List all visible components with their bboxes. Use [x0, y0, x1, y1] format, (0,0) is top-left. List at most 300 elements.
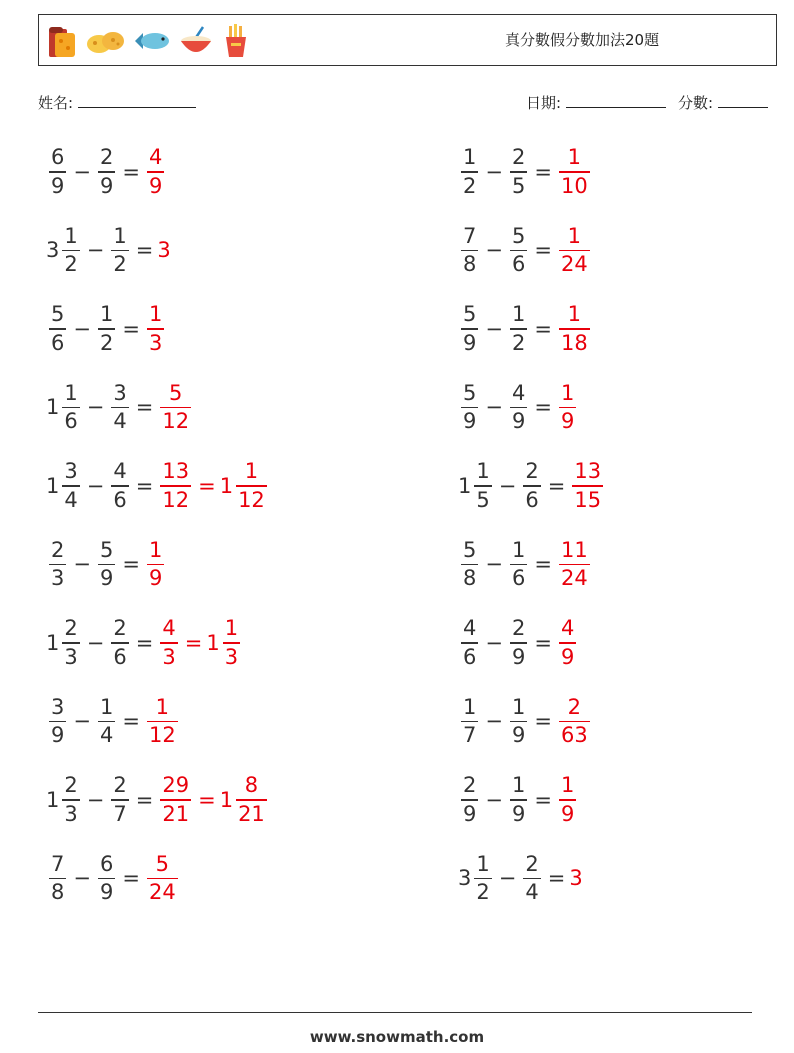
operand-a-numerator: 1 [463, 145, 477, 169]
answer-value-denominator: 15 [574, 487, 602, 512]
header-box [38, 14, 777, 66]
answer-value-numerator: 11 [560, 537, 588, 562]
operand-a [46, 458, 83, 514]
operand-a-denominator: 9 [463, 801, 477, 826]
operand-a-denominator: 9 [463, 330, 477, 355]
problem-item [458, 223, 593, 279]
operand-b-denominator: 6 [113, 487, 127, 512]
answer-mixed-fraction [236, 458, 267, 514]
operand-a-denominator: 7 [463, 723, 477, 747]
equals-sign: = [534, 159, 552, 184]
operand-b-fraction [510, 615, 527, 671]
answer [157, 238, 170, 262]
operand-b-denominator: 4 [99, 723, 114, 747]
answer-value-whole: 3 [157, 238, 171, 263]
answer-value [157, 380, 194, 436]
date-field [526, 92, 666, 113]
operand-a-numerator: 5 [51, 302, 65, 326]
answer-value-denominator: 24 [560, 252, 588, 276]
minus-sign: − [86, 630, 105, 655]
problem-item [46, 380, 194, 436]
operand-a-numerator: 2 [64, 773, 78, 797]
answer-value-numerator: 5 [155, 851, 170, 876]
answer-value [556, 301, 593, 357]
operand-a [46, 615, 83, 671]
operand-b-fraction [523, 851, 540, 907]
answer-value [569, 458, 606, 514]
minus-sign: − [485, 787, 503, 812]
operand-a [46, 380, 83, 436]
operand-b-denominator: 7 [113, 801, 127, 826]
operand-b-numerator: 1 [99, 694, 114, 719]
answer-value-numerator: 1 [148, 537, 163, 562]
operand-b-denominator: 9 [511, 723, 526, 747]
answer [556, 694, 593, 750]
operand-b [507, 144, 530, 200]
operand-b-numerator: 2 [525, 851, 539, 876]
answer-value-numerator: 1 [560, 380, 575, 405]
operand-b-fraction [510, 537, 527, 593]
date-blank[interactable] [566, 93, 666, 108]
answer-value-numerator: 1 [567, 223, 582, 248]
equals-sign: = [122, 866, 140, 891]
operand-a-fraction [49, 694, 66, 750]
operand-b-denominator: 9 [511, 409, 526, 433]
operand-b-denominator: 5 [511, 173, 526, 198]
equals-sign: = [135, 787, 154, 812]
operand-b-numerator: 3 [113, 380, 127, 405]
operand-b [108, 458, 131, 514]
answer-value-denominator: 21 [162, 801, 190, 826]
operand-b-fraction [510, 301, 527, 357]
answer-value-denominator: 9 [560, 644, 575, 669]
operand-a [46, 144, 69, 200]
answer-value-fraction [160, 380, 191, 436]
answer-value-numerator: 4 [560, 616, 575, 640]
operand-b-numerator: 2 [99, 145, 114, 169]
operand-b [507, 380, 530, 436]
problem-item [46, 301, 167, 357]
answer-value-denominator: 9 [148, 566, 163, 590]
answer-value-numerator: 13 [574, 459, 602, 483]
operand-a-fraction [49, 851, 66, 907]
operand-a-denominator: 9 [51, 723, 65, 747]
footer-divider [38, 1012, 752, 1013]
operand-a-numerator: 1 [64, 380, 78, 405]
answer-value-fraction [559, 301, 590, 357]
operand-b-denominator: 9 [99, 880, 114, 904]
name-field [38, 92, 196, 113]
answer-value-fraction [559, 380, 576, 436]
answer-value-fraction [559, 615, 576, 671]
equals-sign: = [534, 395, 552, 420]
answer-value-numerator: 4 [148, 145, 163, 169]
problem-item [46, 144, 167, 200]
operand-b [507, 772, 530, 828]
answer-mixed-whole: 1 [219, 473, 234, 498]
operand-b-fraction [111, 223, 128, 279]
operand-b-fraction [111, 380, 128, 436]
operand-b-denominator: 6 [511, 566, 526, 590]
operand-b-denominator: 2 [99, 330, 114, 355]
problem-item [458, 458, 606, 514]
operand-a-denominator: 9 [51, 173, 65, 198]
operand-b-denominator: 9 [511, 801, 526, 826]
operand-b [507, 615, 530, 671]
equals-sign: = [534, 630, 552, 655]
operand-a-denominator: 6 [463, 644, 477, 669]
operand-a-denominator: 3 [64, 801, 78, 826]
minus-sign: − [86, 787, 105, 812]
equals-sign: = [122, 316, 140, 341]
operand-b-denominator: 2 [113, 252, 127, 276]
operand-b-denominator: 6 [511, 252, 526, 276]
operand-b-fraction [510, 144, 527, 200]
operand-a-numerator: 3 [51, 694, 65, 719]
operand-a-fraction [62, 615, 79, 671]
operand-a-fraction [461, 301, 478, 357]
answer-mixed-whole: 1 [206, 630, 220, 655]
answer-mixed [220, 458, 270, 514]
answer-value-denominator: 3 [162, 644, 176, 669]
equals-sign: = [534, 238, 552, 263]
operand-a-denominator: 3 [51, 566, 65, 590]
answer [556, 537, 593, 593]
problem-item [46, 772, 270, 828]
answer [144, 144, 167, 200]
operand-a [46, 772, 83, 828]
name-blank[interactable] [78, 93, 196, 108]
answer [157, 458, 269, 514]
operand-a-denominator: 2 [463, 173, 477, 198]
operand-a-denominator: 9 [463, 409, 477, 433]
answer-value-fraction [147, 144, 164, 200]
operand-a-whole: 3 [46, 238, 60, 263]
problem-item [46, 537, 167, 593]
answer-value [144, 144, 167, 200]
operand-b [507, 694, 530, 750]
operand-a-fraction [474, 851, 491, 907]
operand-a-numerator: 1 [476, 459, 490, 483]
operand-b [108, 615, 131, 671]
answer [157, 772, 269, 828]
operand-b-numerator: 1 [511, 773, 526, 797]
operand-a-denominator: 2 [64, 252, 78, 276]
answer-equals-sign: = [198, 787, 216, 812]
operand-a-fraction [461, 144, 478, 200]
operand-b-denominator: 4 [113, 409, 127, 433]
minus-sign: − [485, 630, 503, 655]
operand-b [95, 851, 118, 907]
answer [569, 458, 606, 514]
answer-value-numerator: 2 [567, 694, 582, 719]
answer-mixed-fraction [236, 772, 267, 828]
equals-sign: = [122, 159, 140, 184]
answer-value-denominator: 9 [560, 801, 575, 826]
answer-value-numerator: 4 [162, 616, 176, 640]
operand-a-numerator: 3 [64, 459, 78, 483]
answer-value-whole: 3 [569, 866, 583, 891]
equals-sign: = [534, 709, 552, 734]
operand-a-numerator: 1 [463, 694, 477, 719]
equals-sign: = [135, 395, 154, 420]
score-blank[interactable] [718, 93, 768, 108]
equals-sign: = [534, 552, 552, 577]
operand-a-numerator: 5 [463, 380, 477, 405]
minus-sign: − [73, 159, 91, 184]
equals-sign: = [122, 709, 140, 734]
minus-sign: − [485, 709, 503, 734]
minus-sign: − [86, 238, 105, 263]
operand-a-numerator: 5 [463, 302, 477, 326]
answer-value-denominator: 12 [148, 723, 176, 747]
operand-a [46, 851, 69, 907]
operand-b-numerator: 2 [511, 616, 526, 640]
minus-sign: − [498, 866, 517, 891]
equals-sign: = [135, 473, 154, 498]
cheese-icon [85, 26, 125, 56]
operand-a-fraction [49, 301, 66, 357]
name-label: 姓名: [38, 94, 74, 112]
minus-sign: − [86, 395, 105, 420]
operand-a [46, 301, 69, 357]
answer-mixed-numerator: 1 [224, 616, 239, 640]
answer-value-fraction [559, 694, 590, 750]
answer-value [556, 772, 579, 828]
answer-value-fraction [572, 458, 603, 514]
answer-mixed-denominator: 12 [238, 487, 265, 512]
answer-value [144, 694, 181, 750]
operand-b-denominator: 9 [511, 644, 526, 669]
operand-a-numerator: 1 [64, 223, 78, 248]
problem-item [458, 851, 583, 907]
answer-value-numerator: 1 [567, 302, 582, 326]
answer [556, 223, 593, 279]
operand-b-numerator: 5 [99, 537, 114, 562]
operand-b-denominator: 9 [99, 173, 114, 198]
answer-value-denominator: 12 [162, 409, 190, 433]
equals-sign: = [534, 787, 552, 812]
operand-a [458, 144, 481, 200]
operand-a-fraction [461, 537, 478, 593]
answer-value-numerator: 29 [162, 773, 190, 797]
answer [144, 851, 181, 907]
operand-b [507, 223, 530, 279]
answer [569, 866, 582, 890]
operand-b [520, 851, 543, 907]
answer [556, 301, 593, 357]
operand-b-denominator: 4 [525, 880, 539, 904]
answer-value-numerator: 5 [169, 380, 183, 405]
operand-b [108, 380, 131, 436]
operand-a-whole: 1 [46, 395, 60, 420]
operand-a [458, 223, 481, 279]
operand-a [458, 301, 481, 357]
operand-a-fraction [461, 380, 478, 436]
answer-value [569, 866, 582, 890]
operand-a [46, 694, 69, 750]
operand-a-fraction [461, 615, 478, 671]
operand-a-whole: 1 [46, 787, 60, 812]
operand-a-fraction [49, 537, 66, 593]
answer-value [556, 537, 593, 593]
equals-sign: = [547, 866, 566, 891]
operand-b [507, 301, 530, 357]
operand-a-numerator: 7 [463, 223, 477, 248]
minus-sign: − [498, 473, 517, 498]
answer-mixed-fraction [223, 615, 240, 671]
operand-a-fraction [49, 144, 66, 200]
operand-a-denominator: 6 [64, 409, 78, 433]
footer-url: www.snowmath.com [309, 1028, 485, 1046]
answer-value-fraction [147, 694, 178, 750]
operand-a [458, 458, 495, 514]
answer-value-fraction [147, 851, 178, 907]
equals-sign: = [547, 473, 566, 498]
answer-value-fraction [147, 301, 164, 357]
operand-b-numerator: 4 [511, 380, 526, 405]
answer [144, 694, 181, 750]
answer-value-denominator: 3 [148, 330, 163, 355]
answer [556, 772, 579, 828]
problem-item [458, 694, 593, 750]
answer-value-numerator: 1 [148, 302, 163, 326]
answer-value-denominator: 9 [560, 409, 575, 433]
operand-b-fraction [510, 772, 527, 828]
date-label: 日期: [526, 94, 562, 112]
minus-sign: − [86, 473, 105, 498]
answer-mixed-whole: 1 [219, 787, 234, 812]
operand-b [520, 458, 543, 514]
operand-a-whole: 1 [46, 630, 60, 655]
operand-a-denominator: 8 [463, 566, 477, 590]
problem-item [458, 380, 579, 436]
problem-item [46, 851, 181, 907]
answer-mixed-denominator: 21 [238, 801, 265, 826]
operand-a-fraction [62, 458, 79, 514]
answer-value-denominator: 10 [560, 173, 588, 198]
answer-mixed [206, 615, 243, 671]
answer-value-numerator: 13 [162, 459, 190, 483]
answer-value [556, 694, 593, 750]
answer-value [144, 301, 167, 357]
worksheet-title: 真分數假分數加法20題 [505, 31, 660, 49]
minus-sign: − [73, 316, 91, 341]
operand-b-fraction [510, 223, 527, 279]
operand-a [46, 223, 83, 279]
answer-value-fraction [559, 144, 590, 200]
equals-sign: = [135, 630, 154, 655]
answer-value-denominator: 12 [162, 487, 190, 512]
operand-b-fraction [98, 694, 115, 750]
problem-item [458, 301, 593, 357]
operand-a-fraction [461, 223, 478, 279]
operand-a-fraction [474, 458, 491, 514]
minus-sign: − [485, 395, 503, 420]
operand-a-numerator: 2 [463, 773, 477, 797]
equals-sign: = [122, 552, 140, 577]
operand-b-numerator: 1 [113, 223, 127, 248]
operand-a-whole: 1 [46, 473, 60, 498]
operand-a-denominator: 3 [64, 644, 78, 669]
answer [144, 301, 167, 357]
operand-b-fraction [98, 851, 115, 907]
operand-b-numerator: 1 [511, 694, 526, 719]
operand-a-numerator: 6 [51, 145, 65, 169]
answer-value [556, 380, 579, 436]
operand-a [458, 694, 481, 750]
operand-b-numerator: 1 [511, 302, 526, 326]
operand-a [46, 537, 69, 593]
answer-value [144, 851, 181, 907]
problem-item [458, 772, 579, 828]
answer-value-fraction [559, 223, 590, 279]
operand-b-denominator: 9 [99, 566, 114, 590]
minus-sign: − [73, 709, 91, 734]
problem-item [46, 615, 243, 671]
minus-sign: − [73, 552, 91, 577]
operand-b-denominator: 6 [113, 644, 127, 669]
operand-b-denominator: 2 [511, 330, 526, 355]
answer-mixed [220, 772, 270, 828]
answer [556, 380, 579, 436]
answer-value-fraction [160, 458, 191, 514]
problem-item [46, 458, 270, 514]
operand-b-fraction [98, 301, 115, 357]
rice-bowl-icon [177, 23, 215, 59]
answer-equals-sign: = [184, 630, 203, 655]
problem-item [458, 144, 593, 200]
answer-value-denominator: 63 [560, 723, 588, 747]
answer-value-numerator: 1 [155, 694, 170, 719]
answer-value-fraction [559, 772, 576, 828]
operand-b-fraction [98, 537, 115, 593]
problem-item [46, 694, 181, 750]
operand-b-fraction [523, 458, 540, 514]
operand-a-denominator: 5 [476, 487, 490, 512]
operand-b-numerator: 1 [99, 302, 114, 326]
operand-a-fraction [461, 694, 478, 750]
operand-b-fraction [111, 772, 128, 828]
operand-b-numerator: 2 [511, 145, 526, 169]
operand-b-fraction [111, 615, 128, 671]
operand-b-fraction [98, 144, 115, 200]
operand-b-fraction [111, 458, 128, 514]
answer-value [144, 537, 167, 593]
answer-mixed-numerator: 1 [244, 459, 259, 483]
operand-b [108, 772, 131, 828]
answer-value-numerator: 1 [560, 773, 575, 797]
answer [157, 380, 194, 436]
answer-value [157, 458, 194, 514]
answer-value-denominator: 24 [148, 880, 176, 904]
answer-value [157, 238, 170, 262]
equals-sign: = [534, 316, 552, 341]
answer-value-fraction [160, 772, 191, 828]
answer [556, 144, 593, 200]
operand-b [507, 537, 530, 593]
operand-a-denominator: 6 [51, 330, 65, 355]
answer-value-numerator: 1 [567, 145, 582, 169]
operand-a [458, 851, 495, 907]
answer-value-fraction [160, 615, 177, 671]
operand-b-numerator: 4 [113, 459, 127, 483]
operand-b-fraction [510, 694, 527, 750]
minus-sign: − [485, 238, 503, 263]
header-icons [45, 21, 251, 61]
answer-value-denominator: 24 [560, 566, 588, 590]
operand-b-fraction [510, 380, 527, 436]
